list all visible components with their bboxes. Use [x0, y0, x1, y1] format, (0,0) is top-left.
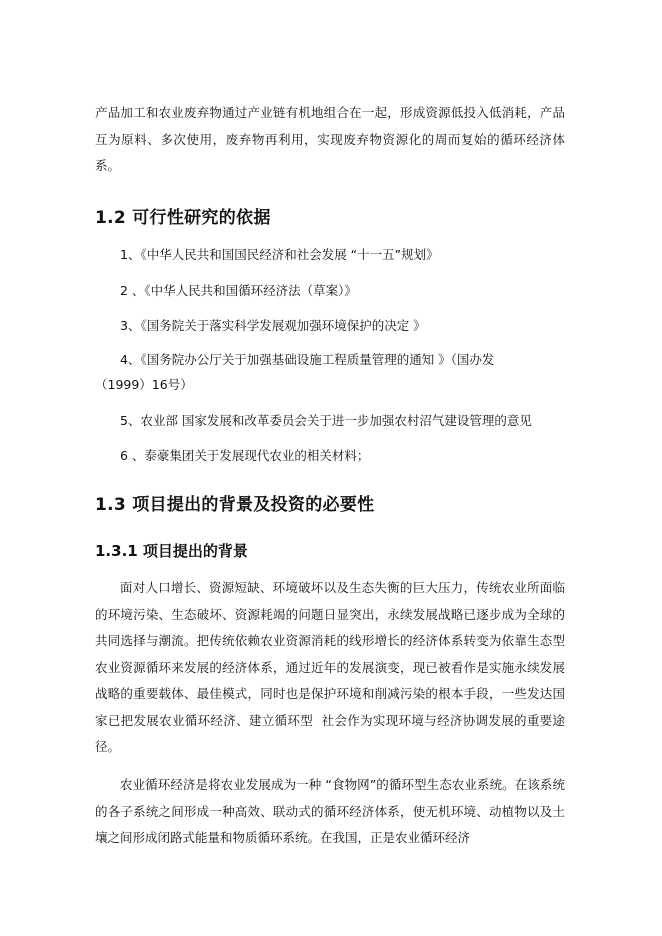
section-1-3-1-heading: 1.3.1 项目提出的背景 [95, 542, 248, 560]
basis-item-5: 5、农业部 国家发展和改革委员会关于进一步加强农村沼气建设管理的意见 [120, 413, 532, 428]
basis-item-6: 6 、泰豪集团关于发展现代农业的相关材料； [120, 448, 370, 463]
basis-item-3: 3、《国务院关于落实科学发展观加强环境保护的决定 》 [120, 318, 426, 333]
background-paragraph-2: 农业循环经济是将农业发展成为一种 “食物网”的循环型生态农业系统。在该系统的各子系统之间形成一种高效、联动式的循环经济体系，使无机环境、动植物以及土壤之间形成闭路式能量和物质循环系统。在我国，正是农业循环经济 [95, 777, 565, 845]
basis-item-4-continued: （1999）16号） [95, 377, 193, 392]
basis-item-2: 2 、《中华人民共和国循环经济法（草案）》 [120, 283, 357, 298]
basis-item-1: 1、《中华人民共和国国民经济和社会发展 “十一五”规划》 [120, 247, 439, 262]
basis-item-4: 4、《国务院办公厅关于加强基础设施工程质量管理的通知 》（国办发 [120, 352, 495, 367]
section-1-3-heading: 1.3 项目提出的背景及投资的必要性 [95, 495, 375, 515]
section-1-2-heading: 1.2 可行性研究的依据 [95, 208, 271, 228]
background-paragraph-1: 面对人口增长、资源短缺、环境破坏以及生态失衡的巨大压力，传统农业所面临的环境污染、生态破坏、资源耗竭的问题日显突出，永续发展战略已逐步成为全球的共同选择与潮流。把传统依赖农业资源消耗的线形增长的经济体系转变为依靠生态型农业资源循环来发展的经济体系，通过近年的发展演变，现已被看作是实施永续发展战略的重要载体、最佳模式，同时也是保护环境和削减污染的根本手段，一些发达国家已把发展农业循环经济、建立循环型 社会作为实现环境与经济协调发展的重要途径。 [95, 580, 565, 754]
intro-paragraph: 产品加工和农业废弃物通过产业链有机地组合在一起，形成资源低投入低消耗，产品互为原料、多次使用，废弃物再利用，实现废弃物资源化的周而复始的循环经济体系。 [95, 105, 565, 173]
